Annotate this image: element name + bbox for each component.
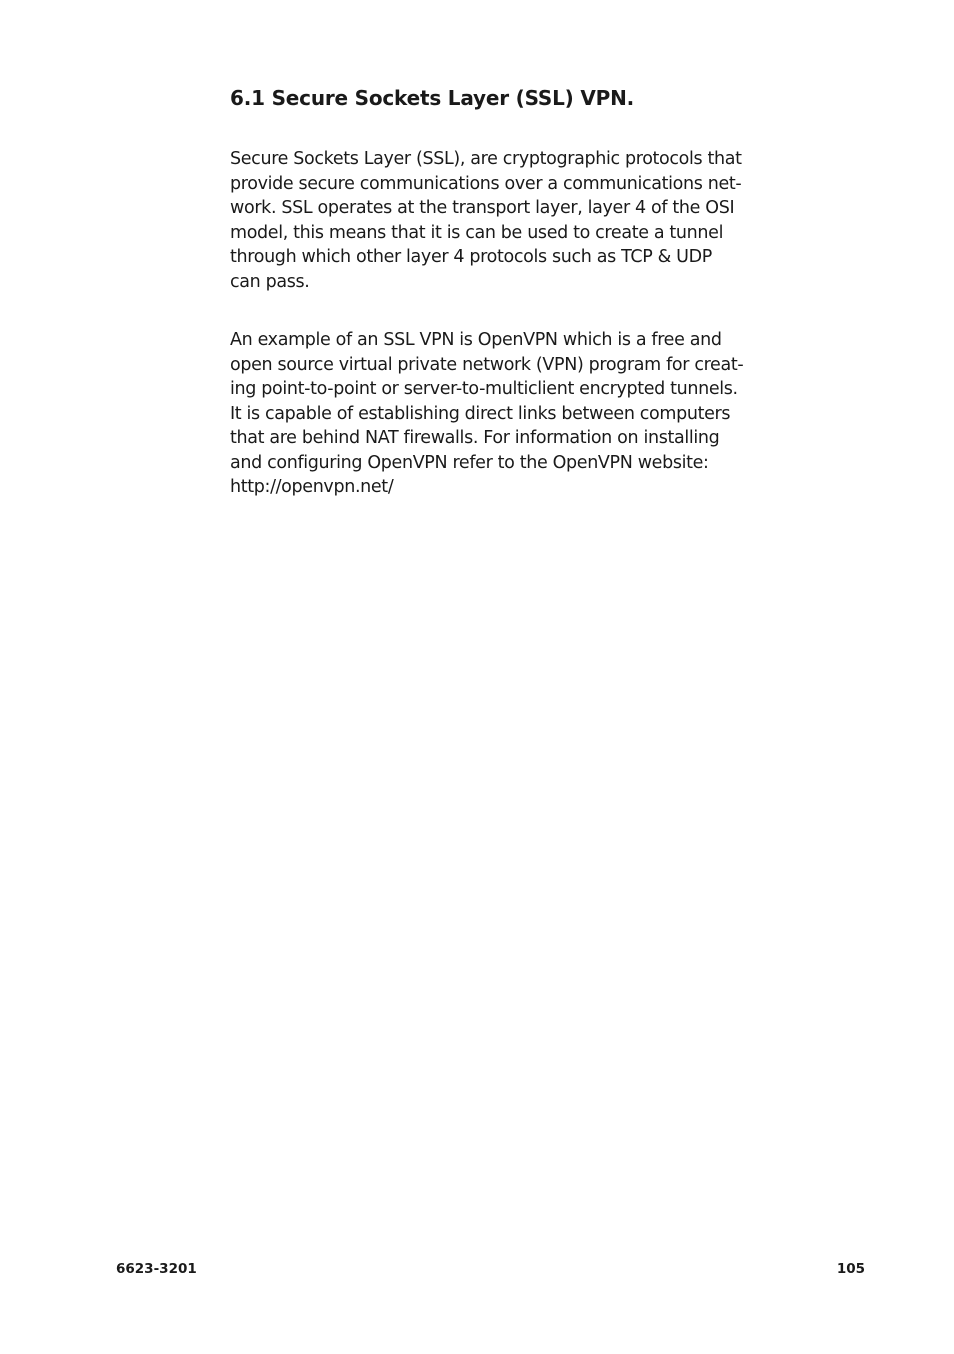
paragraph-line: It is capable of establishing direct links between computers	[230, 404, 731, 424]
paragraph-line: and configuring OpenVPN refer to the OpenVPN website:	[230, 453, 709, 473]
page-number: 105	[836, 1261, 865, 1277]
paragraph-line: provide secure communications over a communications net-	[230, 174, 742, 194]
paragraph-line: ing point-to-point or server-to-multiclient encrypted tunnels.	[230, 379, 738, 399]
paragraph-line: model, this means that it is can be used to create a tunnel	[230, 223, 724, 243]
paragraph-line: open source virtual private network (VPN) program for creat-	[230, 355, 744, 375]
paragraph-line: through which other layer 4 protocols such as TCP & UDP	[230, 247, 712, 267]
paragraph-line: Secure Sockets Layer (SSL), are cryptographic protocols that	[230, 149, 742, 169]
paragraph-line: that are behind NAT firewalls. For information on installing	[230, 428, 720, 448]
paragraph-line: can pass.	[230, 272, 310, 292]
paragraph-line: work. SSL operates at the transport layer, layer 4 of the OSI	[230, 198, 735, 218]
section-title: 6.1 Secure Sockets Layer (SSL) VPN.	[230, 86, 635, 110]
openvpn-url: http://openvpn.net/	[230, 477, 394, 497]
paragraph-line: An example of an SSL VPN is OpenVPN which is a free and	[230, 330, 722, 350]
document-number: 6623-3201	[116, 1261, 197, 1277]
